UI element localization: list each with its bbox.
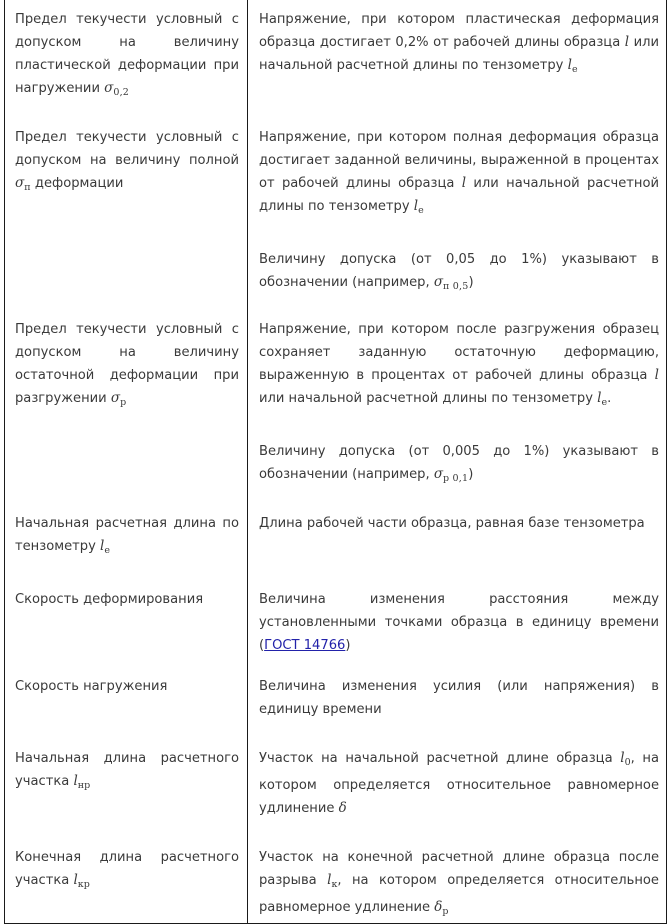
gost-14766-link[interactable]: ГОСТ 14766 [264, 638, 346, 654]
definition-part-a: Величина изменения усилия (или напряжения) в единицу времени [259, 679, 659, 718]
definition-part-b: ) [345, 638, 351, 654]
term-label: Скорость нагружения [15, 679, 168, 695]
length-variable: l [100, 538, 105, 555]
length-variable-e: l [567, 57, 572, 73]
length-variable-0-subscript: 0 [624, 757, 631, 769]
definition-part-b: , на котором определяется относительное равномерное удлинение [259, 873, 659, 916]
note-part-a: Величину допуска (от 0,005 до 1%) указывают в обозначении (например, [259, 444, 659, 483]
table-row [5, 490, 667, 562]
definition-part-b: или начальной расчетной длины по тензометру [259, 35, 659, 73]
length-variable-e: l [413, 198, 419, 215]
term-text [15, 126, 239, 199]
sigma-symbol: σ [15, 175, 25, 192]
length-variable-e-subscript: e [601, 397, 608, 409]
definition-text [259, 512, 659, 535]
term-label-a: Предел текучести условный с допуском на величину полной [15, 130, 239, 169]
definition-cell-loading-rate [248, 657, 667, 721]
definition-part-a: Напряжение, при котором полная деформация образца достигает заданной величины, выраженной в процентах от рабочей длины образца [259, 130, 659, 192]
length-variable-e-subscript: e [418, 205, 424, 217]
length-variable-subscript: нp [77, 780, 91, 792]
term-text [15, 512, 239, 562]
definition-part-b: или начальной расчетной длины по тензометру [259, 176, 659, 215]
sigma-symbol: σ [433, 274, 444, 291]
length-variable-e-subscript: e [571, 64, 578, 76]
definition-part-a: Участок на начальной расчетной длине образца [259, 751, 621, 767]
sigma-symbol: σ [104, 80, 114, 96]
definition-part-b: или начальной расчетной длины по тензометру [259, 391, 598, 407]
table-row [5, 657, 667, 721]
delta-symbol: δ [434, 899, 443, 916]
term-cell-loading-rate [5, 657, 248, 721]
definition-part-c: . [607, 391, 612, 407]
term-cell-yield-plastic [5, 0, 248, 104]
definition-part-a: Величина изменения расстояния между установленными точками образца в единицу времени ( [259, 592, 659, 654]
length-variable: l [73, 773, 78, 790]
sigma-symbol: σ [433, 466, 444, 483]
delta-subscript: p [442, 906, 449, 918]
table-row [5, 298, 667, 490]
length-variable-k: l [327, 872, 332, 889]
term-text [15, 588, 239, 611]
length-variable: l [624, 34, 630, 50]
definition-cell-yield-plastic [248, 0, 667, 104]
definition-text [259, 8, 659, 81]
term-text [15, 747, 239, 797]
term-label: Скорость деформирования [15, 592, 204, 608]
sigma-subscript: п 0,5 [443, 281, 469, 293]
table-row [5, 562, 667, 657]
definition-cell-strain-rate [248, 562, 667, 657]
definition-part-a: Участок на конечной расчетной длине образца после разрыва [259, 850, 659, 889]
length-variable: l [461, 175, 467, 192]
definition-cell-yield-full [248, 104, 667, 298]
definition-cell-gauge-length-extensometer [248, 490, 667, 562]
length-variable-0: l [620, 750, 625, 767]
term-text [15, 846, 239, 896]
definition-part-a: Длина рабочей части образца, равная базе тензометра [259, 516, 645, 532]
term-cell-gauge-length-extensometer [5, 490, 248, 562]
term-label: Начальная длина расчетного участка [15, 751, 239, 790]
length-variable-subscript: кp [77, 879, 90, 891]
term-text [15, 675, 239, 698]
sigma-subscript: p [120, 397, 127, 409]
definition-text [259, 846, 659, 923]
term-label-b: деформации [30, 176, 124, 192]
sigma-symbol: σ [110, 390, 121, 407]
term-cell-final-gauge-section [5, 820, 248, 924]
note-part-b: ) [468, 275, 474, 291]
length-variable: l [654, 367, 659, 384]
definition-text [259, 675, 659, 721]
length-variable-k-subscript: к [331, 879, 338, 891]
term-label: Предел текучести условный с допуском на величину пластической деформации при нагружении [15, 12, 239, 96]
term-text [15, 318, 239, 414]
term-label: Предел текучести условный с допуском на величину остаточной деформации при разгружении [15, 322, 239, 407]
table-row [5, 104, 667, 298]
definition-text [259, 318, 659, 414]
sigma-subscript: 0,2 [113, 87, 130, 99]
term-label: Конечная длина расчетного участка [15, 850, 239, 889]
delta-symbol: δ [338, 800, 347, 817]
sigma-subscript: п [24, 182, 31, 194]
note-part-b: ) [468, 467, 474, 483]
term-cell-strain-rate [5, 562, 248, 657]
term-text [15, 8, 239, 104]
definition-cell-initial-gauge-section [248, 721, 667, 820]
definition-text [259, 747, 659, 820]
definition-cell-final-gauge-section [248, 820, 667, 924]
table-row [5, 0, 667, 104]
definition-text [259, 588, 659, 657]
term-cell-yield-full [5, 104, 248, 298]
definition-text [259, 126, 659, 222]
definition-part-a: Напряжение, при котором пластическая деформация образца достигает 0,2% от рабочей длины образца [259, 12, 659, 50]
terminology-table [4, 0, 667, 924]
table-row [5, 721, 667, 820]
length-variable-subscript: e [104, 545, 110, 557]
definition-part-b: , на котором определяется относительное равномерное удлинение [259, 751, 659, 817]
definition-note-text [259, 248, 659, 298]
term-label: Начальная расчетная длина по тензометру [15, 516, 239, 555]
length-variable-e: l [597, 390, 602, 407]
note-part-a: Величину допуска (от 0,05 до 1%) указывают в обозначении (например, [259, 252, 659, 291]
term-cell-yield-residual [5, 298, 248, 490]
definition-part-a: Напряжение, при котором после разгружения образец сохраняет заданную остаточную деформацию, выраженную в процентах от рабочей длины образца [259, 322, 659, 384]
table-row [5, 820, 667, 924]
definition-cell-yield-residual [248, 298, 667, 490]
definition-note-text [259, 440, 659, 490]
term-cell-initial-gauge-section [5, 721, 248, 820]
length-variable: l [73, 872, 78, 889]
sigma-subscript: p 0,1 [443, 473, 469, 485]
